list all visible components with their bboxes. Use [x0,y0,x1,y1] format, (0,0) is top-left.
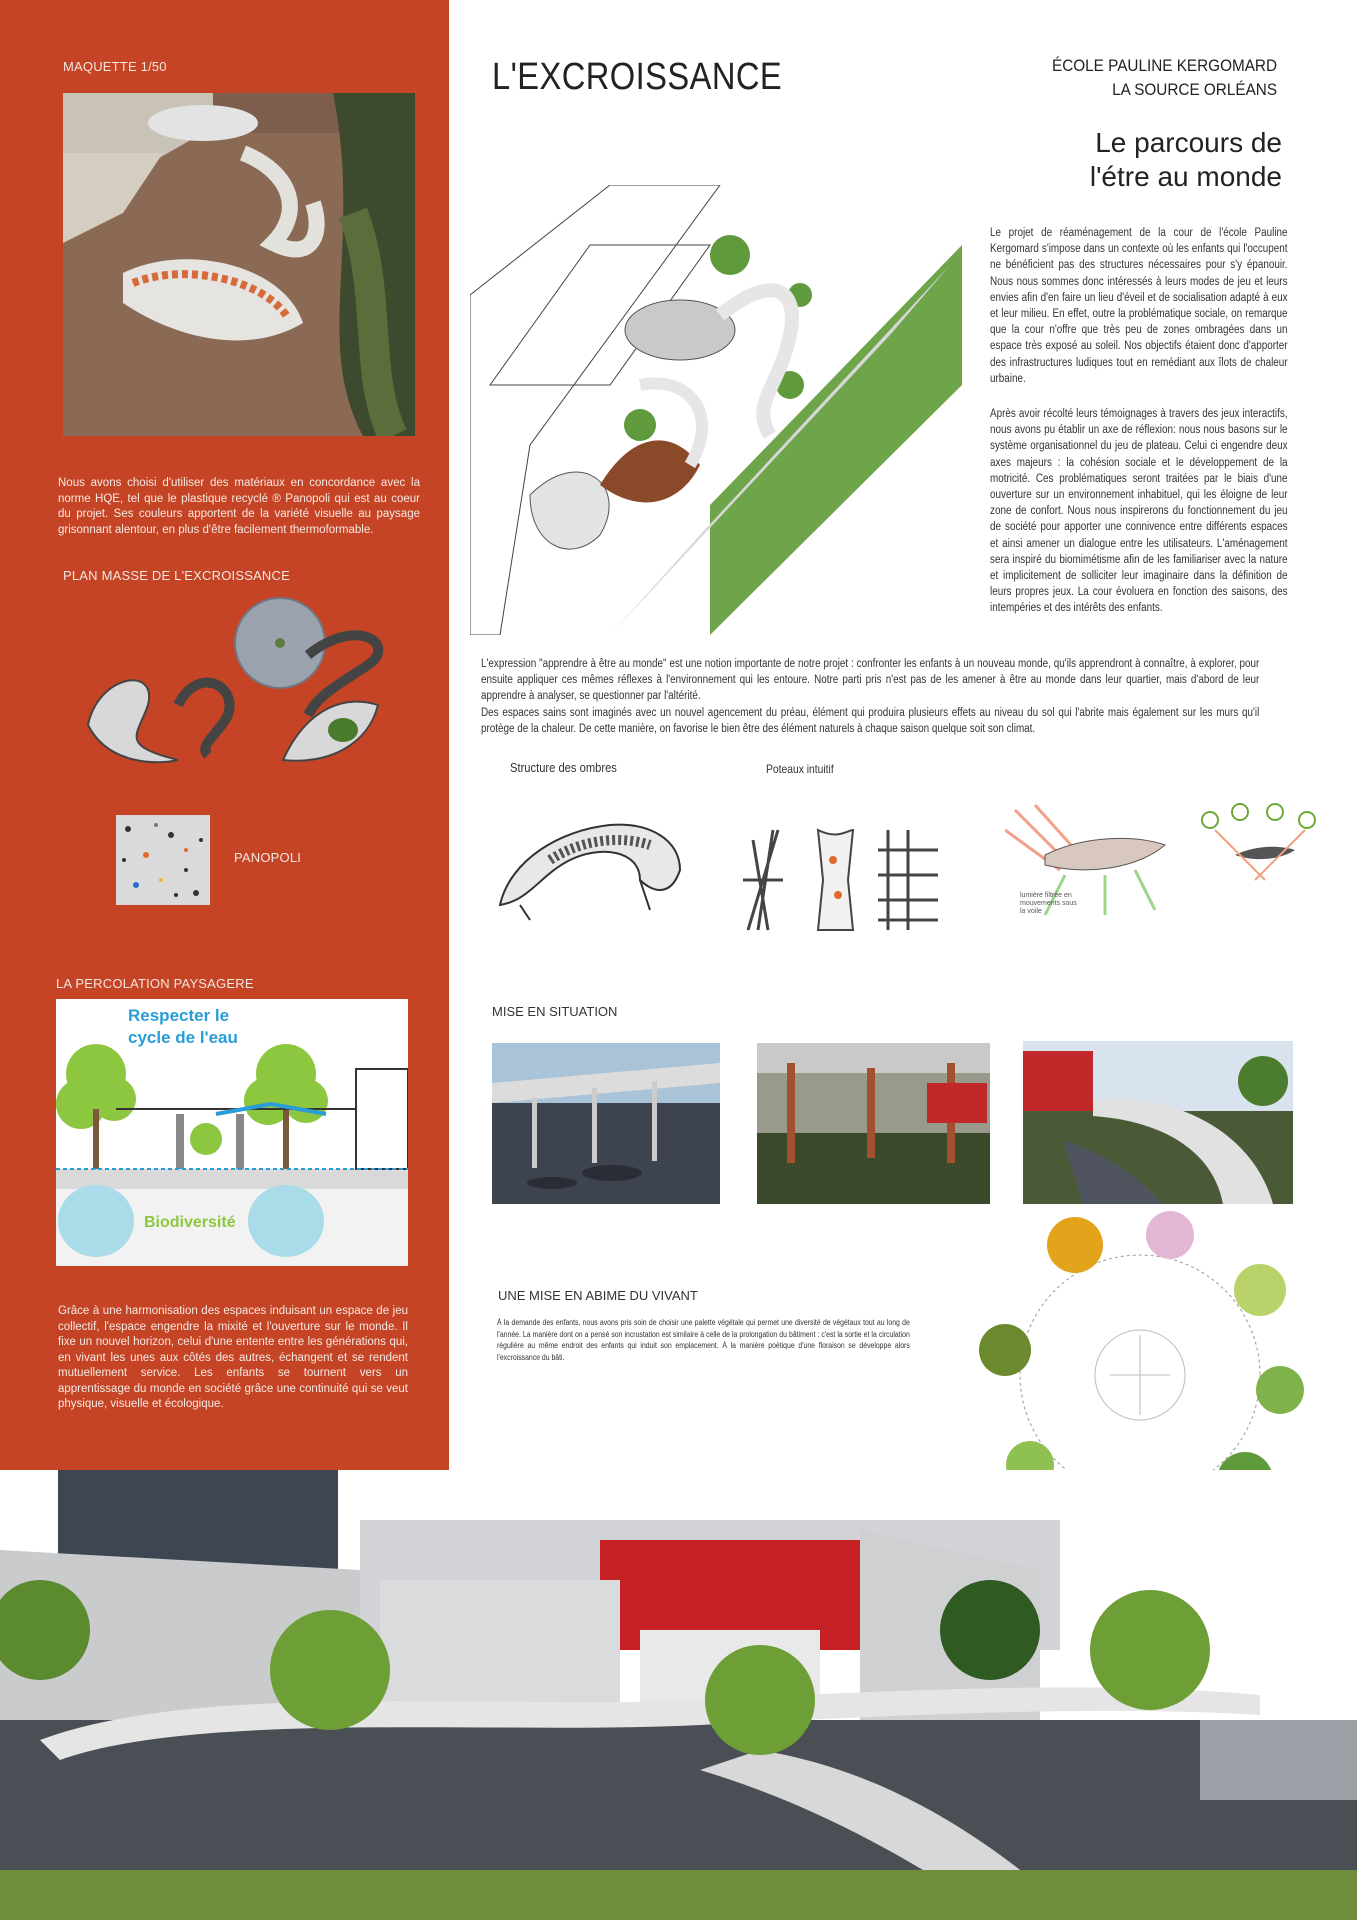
school-line-1: ÉCOLE PAULINE KERGOMARD [1051,56,1277,75]
panopoli-label: PANOPOLI [234,850,302,865]
maquette-label: MAQUETTE 1/50 [63,59,167,74]
page-title: L'EXCROISSANCE [492,56,783,98]
intro-paragraph-1: Le projet de réaménagement de la cour de l'école Pauline Kergomard s'impose dans un contexte où les enfants qui l'occupent ne bénéficient pas des structures nécessaires pour s'y épanouir. Nous nous sommes donc intéressés à leurs modes de jeu et leurs envies afin d'en faire un lieu d'éveil et de socialisation adapté à eux et leur milieu. En effet, outre la problématique sociale, on remarque que la cour n'offre que très peu de zones ombragées dans un espace très exposé au soleil. Nos objectifs étaient donc d'apporter des infrastructures ludiques tout en remédiant aux îlots de chaleur urbaine. [990,227,1288,385]
school-line-2: LA SOURCE ORLÉANS [1112,80,1277,99]
axonometric-drawing [470,185,962,635]
abyss-label: UNE MISE EN ABIME DU VIVANT [498,1288,698,1303]
abyss-text: À la demande des enfants, nous avons pris soin de choisir une palette végétale qui permet une diversité de végétaux tout au long de l'année. La manière dont on a pensé son incrustation est similaire à celle de la prolongation du bâtiment : c'est la sortie et la circulation régulière au même endroit des enfants qui induit son emplacement. À la manière poétique d'une floraison se développe alors l'excroissance du bâti. [497,1318,910,1362]
situation-render-3 [1023,1041,1293,1204]
school-name [1052,54,1277,102]
poles-sketch [738,820,958,940]
panopoli-swatch [116,815,210,905]
percolation-diagram [56,999,408,1266]
subtitle-line-2: l'étre au monde [1089,161,1282,192]
percolation-bottom: Biodiversité [144,1214,236,1231]
sun-filter-sketch [1005,800,1185,925]
intro-paragraph-4: Des espaces sains sont imaginés avec un nouvel agencement du préau, élément qui produira plusieurs effets au niveau du sol qui l'abrite mais également sur les murs qu'il protège de la chaleur. De cette manière, on favorise le bien être des élément naturels à chaque saison quelque soit son climat. [481,707,1260,736]
situation-render-1 [492,1043,720,1204]
situation-render-2 [757,1043,990,1204]
percolation-label: LA PERCOLATION PAYSAGERE [56,976,254,991]
poles-label: Poteaux intuitif [766,762,834,776]
shadow-structure-label: Structure des ombres [510,760,617,775]
intro-paragraph-2: Après avoir récolté leurs témoignages à travers des jeux interactifs, nous avons pu établir un axe de réflexion: nous nous basons sur le système organisationnel du jeu de plateau. Celui ci engendre deux axes majeurs : la cohésion sociale et le développement de la motricité. Ces problématiques seront traitées par le biais d'une ouverture sur un environnement inhabituel, qui les éloigne de leur zone de confort. Nous nous inspirerons du fonctionnement du jeu de société pour apporter une connivence entre différents espaces et ainsi amener un dialogue entre les utilisateurs. L'aménagement sera inspiré du biomimétisme afin de les familiariser avec la nature et implicitement de solliciter leur imaginaire dans la définition de leurs propres jeux. La cour évoluera en fonction des saisons, des intempéries et des intérêts des enfants. [990,408,1288,615]
percolation-title: Respecter le cycle de l'eau [128,1006,238,1047]
page-subtitle [1090,126,1282,194]
bottom-render [0,1470,1357,1920]
sun-note: lumière filtrée en mouvements sous la voile [1020,892,1077,915]
plan-masse-drawing [78,595,400,780]
situation-label: MISE EN SITUATION [492,1004,618,1019]
light-sketch [1195,800,1325,900]
maquette-photo [63,93,415,436]
subtitle-line-1: Le parcours de [1095,127,1282,158]
intro-paragraph-3: L'expression "apprendre à être au monde" est une notion importante de notre projet : confronter les enfants à un nouveau monde, qu'ils apprendront à connaître, à explorer, pour ensuite appliquer ces mêmes réflexes à l'environnement qui les entoure. Notre parti pris n'est pas de les amener à être au monde dans leur quartier, mais d'abord de leur apprendre à analyser, se questionner par l'altérité. [481,658,1260,703]
plan-label: PLAN MASSE DE L'EXCROISSANCE [63,568,290,583]
materials-text: Nous avons choisi d'utiliser des matériaux en concordance avec la norme HQE, tel que le plastique recyclé ® Panopoli qui est au coeur du projet. Ses couleurs apportent de la variété visuelle au paysage grisonnant alentour, en plus d'être facilement thermoformable. [58,477,420,536]
harmony-text: Grâce à une harmonisation des espaces induisant un espace de jeu collectif, l'espace engendre la mixité et l'ouverture sur le monde. Il fixe un nouvel horizon, celui d'une entente entre les générations qui, en vivant les unes aux côtés des autres, échangent et se rendent mutuellement service. Les enfants se tournent vers un apprentissage du monde en société grâce une continuité qui se veut physique, visuelle et écologique. [58,1305,408,1410]
shadow-structure-sketch [490,810,690,925]
